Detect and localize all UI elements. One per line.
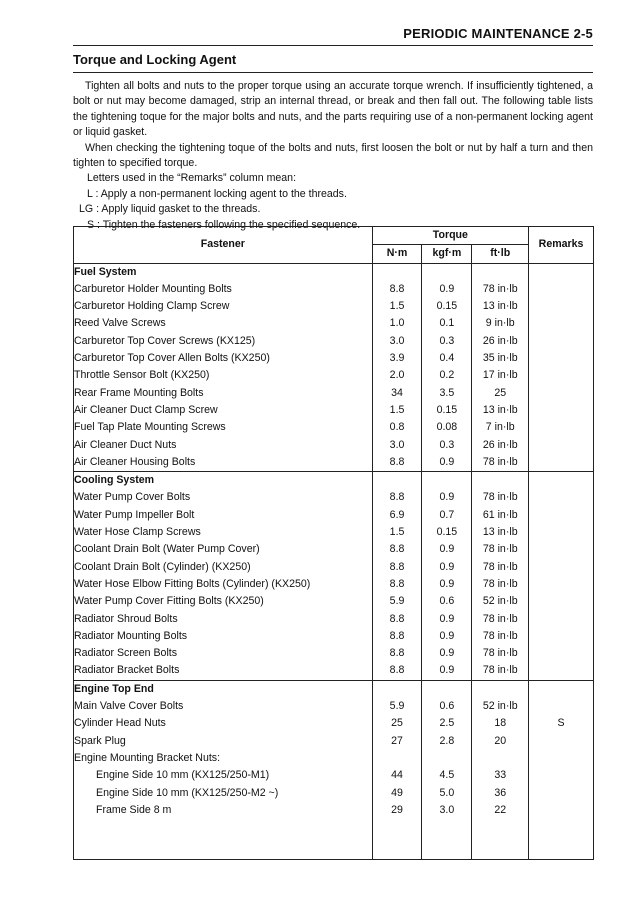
remarks-cell	[529, 367, 594, 384]
nm-cell: 8.8	[372, 576, 422, 593]
empty-cell	[372, 263, 422, 281]
empty-cell	[422, 819, 472, 860]
table-group-row	[74, 680, 594, 698]
empty-cell	[529, 263, 594, 281]
kgfm-cell: 0.6	[422, 698, 472, 715]
kgfm-cell: 0.9	[422, 454, 472, 472]
torque-table	[73, 226, 594, 860]
table-row	[74, 715, 594, 732]
table-row	[74, 507, 594, 524]
empty-cell	[529, 472, 594, 490]
remarks-cell	[529, 350, 594, 367]
kgfm-cell: 3.5	[422, 385, 472, 402]
remarks-cell	[529, 611, 594, 628]
header-kgfm: kgf·m	[422, 245, 472, 263]
remarks-cell	[529, 628, 594, 645]
remarks-cell	[529, 507, 594, 524]
nm-cell: 3.9	[372, 350, 422, 367]
fastener-cell: Radiator Mounting Bolts	[74, 628, 373, 645]
nm-cell: 1.5	[372, 524, 422, 541]
table-row	[74, 419, 594, 436]
remarks-cell	[529, 541, 594, 558]
nm-cell: 27	[372, 733, 422, 750]
remarks-cell: S	[529, 715, 594, 732]
remarks-cell	[529, 402, 594, 419]
fastener-cell: Coolant Drain Bolt (Water Pump Cover)	[74, 541, 373, 558]
kgfm-cell: 0.9	[422, 611, 472, 628]
remarks-cell	[529, 333, 594, 350]
table-row	[74, 437, 594, 454]
fastener-cell: Radiator Shroud Bolts	[74, 611, 373, 628]
table-body	[74, 263, 594, 860]
kgfm-cell: 0.9	[422, 541, 472, 558]
kgfm-cell: 3.0	[422, 802, 472, 819]
table-filler-row	[74, 819, 594, 860]
ftlb-cell: 17 in·lb	[472, 367, 529, 384]
fastener-cell: Engine Side 10 mm (KX125/250-M1)	[74, 767, 373, 784]
kgfm-cell: 0.6	[422, 593, 472, 610]
table-row	[74, 367, 594, 384]
ftlb-cell: 36	[472, 785, 529, 802]
remark-s: S : Tighten the fasteners following the specified sequence.	[87, 218, 361, 231]
empty-cell	[74, 819, 373, 860]
fastener-cell: Main Valve Cover Bolts	[74, 698, 373, 715]
nm-cell	[372, 750, 422, 767]
nm-cell: 8.8	[372, 541, 422, 558]
kgfm-cell: 0.4	[422, 350, 472, 367]
kgfm-cell: 0.2	[422, 367, 472, 384]
ftlb-cell: 18	[472, 715, 529, 732]
empty-cell	[472, 472, 529, 490]
ftlb-cell: 25	[472, 385, 529, 402]
fastener-cell: Water Pump Cover Bolts	[74, 489, 373, 506]
remarks-cell	[529, 662, 594, 680]
remark-l: L : Apply a non-permanent locking agent to the threads.	[87, 187, 347, 200]
nm-cell: 1.5	[372, 298, 422, 315]
fastener-cell: Engine Side 10 mm (KX125/250-M2 ~)	[74, 785, 373, 802]
table-row	[74, 559, 594, 576]
ftlb-cell: 33	[472, 767, 529, 784]
table-row	[74, 350, 594, 367]
ftlb-cell: 78 in·lb	[472, 489, 529, 506]
fastener-cell: Carburetor Top Cover Allen Bolts (KX250)	[74, 350, 373, 367]
nm-cell: 0.8	[372, 419, 422, 436]
kgfm-cell: 0.9	[422, 662, 472, 680]
table-row	[74, 802, 594, 819]
remarks-cell	[529, 298, 594, 315]
fastener-cell: Water Pump Impeller Bolt	[74, 507, 373, 524]
fastener-cell: Engine Mounting Bracket Nuts:	[74, 750, 373, 767]
fastener-cell: Cylinder Head Nuts	[74, 715, 373, 732]
remarks-cell	[529, 385, 594, 402]
table-row	[74, 541, 594, 558]
header-fastener: Fastener	[74, 227, 373, 264]
kgfm-cell: 2.5	[422, 715, 472, 732]
header-nm: N·m	[372, 245, 422, 263]
empty-cell	[422, 680, 472, 698]
ftlb-cell: 52 in·lb	[472, 698, 529, 715]
remarks-cell	[529, 419, 594, 436]
table-row	[74, 454, 594, 472]
kgfm-cell: 4.5	[422, 767, 472, 784]
kgfm-cell: 0.1	[422, 315, 472, 332]
empty-cell	[472, 819, 529, 860]
nm-cell: 2.0	[372, 367, 422, 384]
remarks-cell	[529, 281, 594, 298]
table-row	[74, 298, 594, 315]
fastener-cell: Water Hose Elbow Fitting Bolts (Cylinder) (KX250)	[74, 576, 373, 593]
header-torque: Torque	[372, 227, 528, 245]
remarks-cell	[529, 576, 594, 593]
nm-cell: 8.8	[372, 628, 422, 645]
empty-cell	[472, 263, 529, 281]
intro-text	[73, 79, 593, 233]
kgfm-cell	[422, 750, 472, 767]
table-row	[74, 733, 594, 750]
remarks-cell	[529, 785, 594, 802]
remarks-cell	[529, 767, 594, 784]
kgfm-cell: 0.9	[422, 281, 472, 298]
header-ftlb: ft·lb	[472, 245, 529, 263]
ftlb-cell: 9 in·lb	[472, 315, 529, 332]
nm-cell: 5.9	[372, 698, 422, 715]
fastener-cell: Spark Plug	[74, 733, 373, 750]
ftlb-cell: 20	[472, 733, 529, 750]
remarks-cell	[529, 437, 594, 454]
fastener-cell: Air Cleaner Duct Nuts	[74, 437, 373, 454]
kgfm-cell: 0.9	[422, 645, 472, 662]
nm-cell: 44	[372, 767, 422, 784]
nm-cell: 6.9	[372, 507, 422, 524]
kgfm-cell: 0.08	[422, 419, 472, 436]
empty-cell	[472, 680, 529, 698]
empty-cell	[372, 819, 422, 860]
fastener-cell: Fuel Tap Plate Mounting Screws	[74, 419, 373, 436]
table-row	[74, 281, 594, 298]
nm-cell: 8.8	[372, 645, 422, 662]
fastener-cell: Coolant Drain Bolt (Cylinder) (KX250)	[74, 559, 373, 576]
ftlb-cell: 13 in·lb	[472, 402, 529, 419]
fastener-cell: Frame Side 8 m	[74, 802, 373, 819]
ftlb-cell: 78 in·lb	[472, 611, 529, 628]
table-row	[74, 785, 594, 802]
fastener-cell: Water Pump Cover Fitting Bolts (KX250)	[74, 593, 373, 610]
nm-cell: 1.5	[372, 402, 422, 419]
table-row	[74, 628, 594, 645]
ftlb-cell: 78 in·lb	[472, 662, 529, 680]
kgfm-cell: 0.3	[422, 333, 472, 350]
nm-cell: 8.8	[372, 611, 422, 628]
fastener-cell: Reed Valve Screws	[74, 315, 373, 332]
ftlb-cell: 13 in·lb	[472, 298, 529, 315]
nm-cell: 8.8	[372, 662, 422, 680]
remarks-cell	[529, 559, 594, 576]
header-divider	[73, 45, 593, 46]
ftlb-cell: 7 in·lb	[472, 419, 529, 436]
table-row	[74, 698, 594, 715]
table-row	[74, 402, 594, 419]
remarks-cell	[529, 489, 594, 506]
ftlb-cell: 78 in·lb	[472, 645, 529, 662]
kgfm-cell: 2.8	[422, 733, 472, 750]
intro-paragraph-1: Tighten all bolts and nuts to the proper torque using an accurate torque wrench. If insufficiently tightened, a bolt or nut may become damaged, strip an internal thread, or break and then fall out. The following table lists the tightening toque for the major bolts and nuts, and the parts requiring use of a non-permanent locking agent or liquid gasket.	[73, 80, 593, 139]
table-row	[74, 767, 594, 784]
kgfm-cell: 0.7	[422, 507, 472, 524]
ftlb-cell: 78 in·lb	[472, 281, 529, 298]
remarks-cell	[529, 645, 594, 662]
remarks-cell	[529, 750, 594, 767]
kgfm-cell: 0.9	[422, 489, 472, 506]
ftlb-cell: 52 in·lb	[472, 593, 529, 610]
fastener-cell: Carburetor Top Cover Screws (KX125)	[74, 333, 373, 350]
nm-cell: 5.9	[372, 593, 422, 610]
nm-cell: 1.0	[372, 315, 422, 332]
empty-cell	[422, 263, 472, 281]
table-row	[74, 489, 594, 506]
ftlb-cell: 13 in·lb	[472, 524, 529, 541]
section-title: Torque and Locking Agent	[73, 52, 237, 67]
table-row	[74, 524, 594, 541]
kgfm-cell: 0.15	[422, 298, 472, 315]
ftlb-cell: 22	[472, 802, 529, 819]
nm-cell: 8.8	[372, 489, 422, 506]
table-row	[74, 333, 594, 350]
fastener-cell: Carburetor Holding Clamp Screw	[74, 298, 373, 315]
nm-cell: 3.0	[372, 437, 422, 454]
empty-cell	[372, 680, 422, 698]
fastener-cell: Throttle Sensor Bolt (KX250)	[74, 367, 373, 384]
kgfm-cell: 0.9	[422, 576, 472, 593]
table-group-row	[74, 472, 594, 490]
group-label: Engine Top End	[74, 680, 373, 698]
group-label: Cooling System	[74, 472, 373, 490]
nm-cell: 8.8	[372, 454, 422, 472]
kgfm-cell: 0.9	[422, 559, 472, 576]
ftlb-cell: 78 in·lb	[472, 454, 529, 472]
remarks-cell	[529, 315, 594, 332]
ftlb-cell: 35 in·lb	[472, 350, 529, 367]
nm-cell: 49	[372, 785, 422, 802]
table-row	[74, 611, 594, 628]
nm-cell: 34	[372, 385, 422, 402]
header-remarks: Remarks	[529, 227, 594, 264]
table-row	[74, 593, 594, 610]
empty-cell	[422, 472, 472, 490]
nm-cell: 3.0	[372, 333, 422, 350]
remarks-cell	[529, 593, 594, 610]
ftlb-cell: 61 in·lb	[472, 507, 529, 524]
nm-cell: 29	[372, 802, 422, 819]
table-row	[74, 385, 594, 402]
group-label: Fuel System	[74, 263, 373, 281]
fastener-cell: Radiator Bracket Bolts	[74, 662, 373, 680]
empty-cell	[529, 680, 594, 698]
fastener-cell: Air Cleaner Housing Bolts	[74, 454, 373, 472]
nm-cell: 8.8	[372, 281, 422, 298]
nm-cell: 25	[372, 715, 422, 732]
table-row	[74, 750, 594, 767]
empty-cell	[372, 472, 422, 490]
fastener-cell: Water Hose Clamp Screws	[74, 524, 373, 541]
page-header: PERIODIC MAINTENANCE 2-5	[403, 26, 593, 41]
table-row	[74, 576, 594, 593]
remark-lg: LG : Apply liquid gasket to the threads.	[79, 203, 261, 216]
empty-cell	[529, 819, 594, 860]
ftlb-cell: 78 in·lb	[472, 541, 529, 558]
ftlb-cell: 26 in·lb	[472, 333, 529, 350]
kgfm-cell: 0.15	[422, 402, 472, 419]
table-row	[74, 645, 594, 662]
table-row	[74, 315, 594, 332]
ftlb-cell: 78 in·lb	[472, 576, 529, 593]
ftlb-cell: 78 in·lb	[472, 559, 529, 576]
kgfm-cell: 0.3	[422, 437, 472, 454]
remarks-cell	[529, 698, 594, 715]
intro-paragraph-3: Letters used in the “Remarks” column mean:	[87, 172, 297, 185]
remarks-cell	[529, 802, 594, 819]
table-group-row	[74, 263, 594, 281]
kgfm-cell: 5.0	[422, 785, 472, 802]
intro-paragraph-2: When checking the tightening toque of the bolts and nuts, first loosen the bolt or nut by half a turn and then tighten to specified torque.	[73, 141, 593, 170]
ftlb-cell	[472, 750, 529, 767]
remarks-cell	[529, 733, 594, 750]
fastener-cell: Air Cleaner Duct Clamp Screw	[74, 402, 373, 419]
fastener-cell: Radiator Screen Bolts	[74, 645, 373, 662]
ftlb-cell: 26 in·lb	[472, 437, 529, 454]
remarks-cell	[529, 524, 594, 541]
ftlb-cell: 78 in·lb	[472, 628, 529, 645]
fastener-cell: Rear Frame Mounting Bolts	[74, 385, 373, 402]
section-divider	[73, 72, 593, 73]
table-row	[74, 662, 594, 680]
kgfm-cell: 0.15	[422, 524, 472, 541]
remarks-cell	[529, 454, 594, 472]
fastener-cell: Carburetor Holder Mounting Bolts	[74, 281, 373, 298]
nm-cell: 8.8	[372, 559, 422, 576]
kgfm-cell: 0.9	[422, 628, 472, 645]
